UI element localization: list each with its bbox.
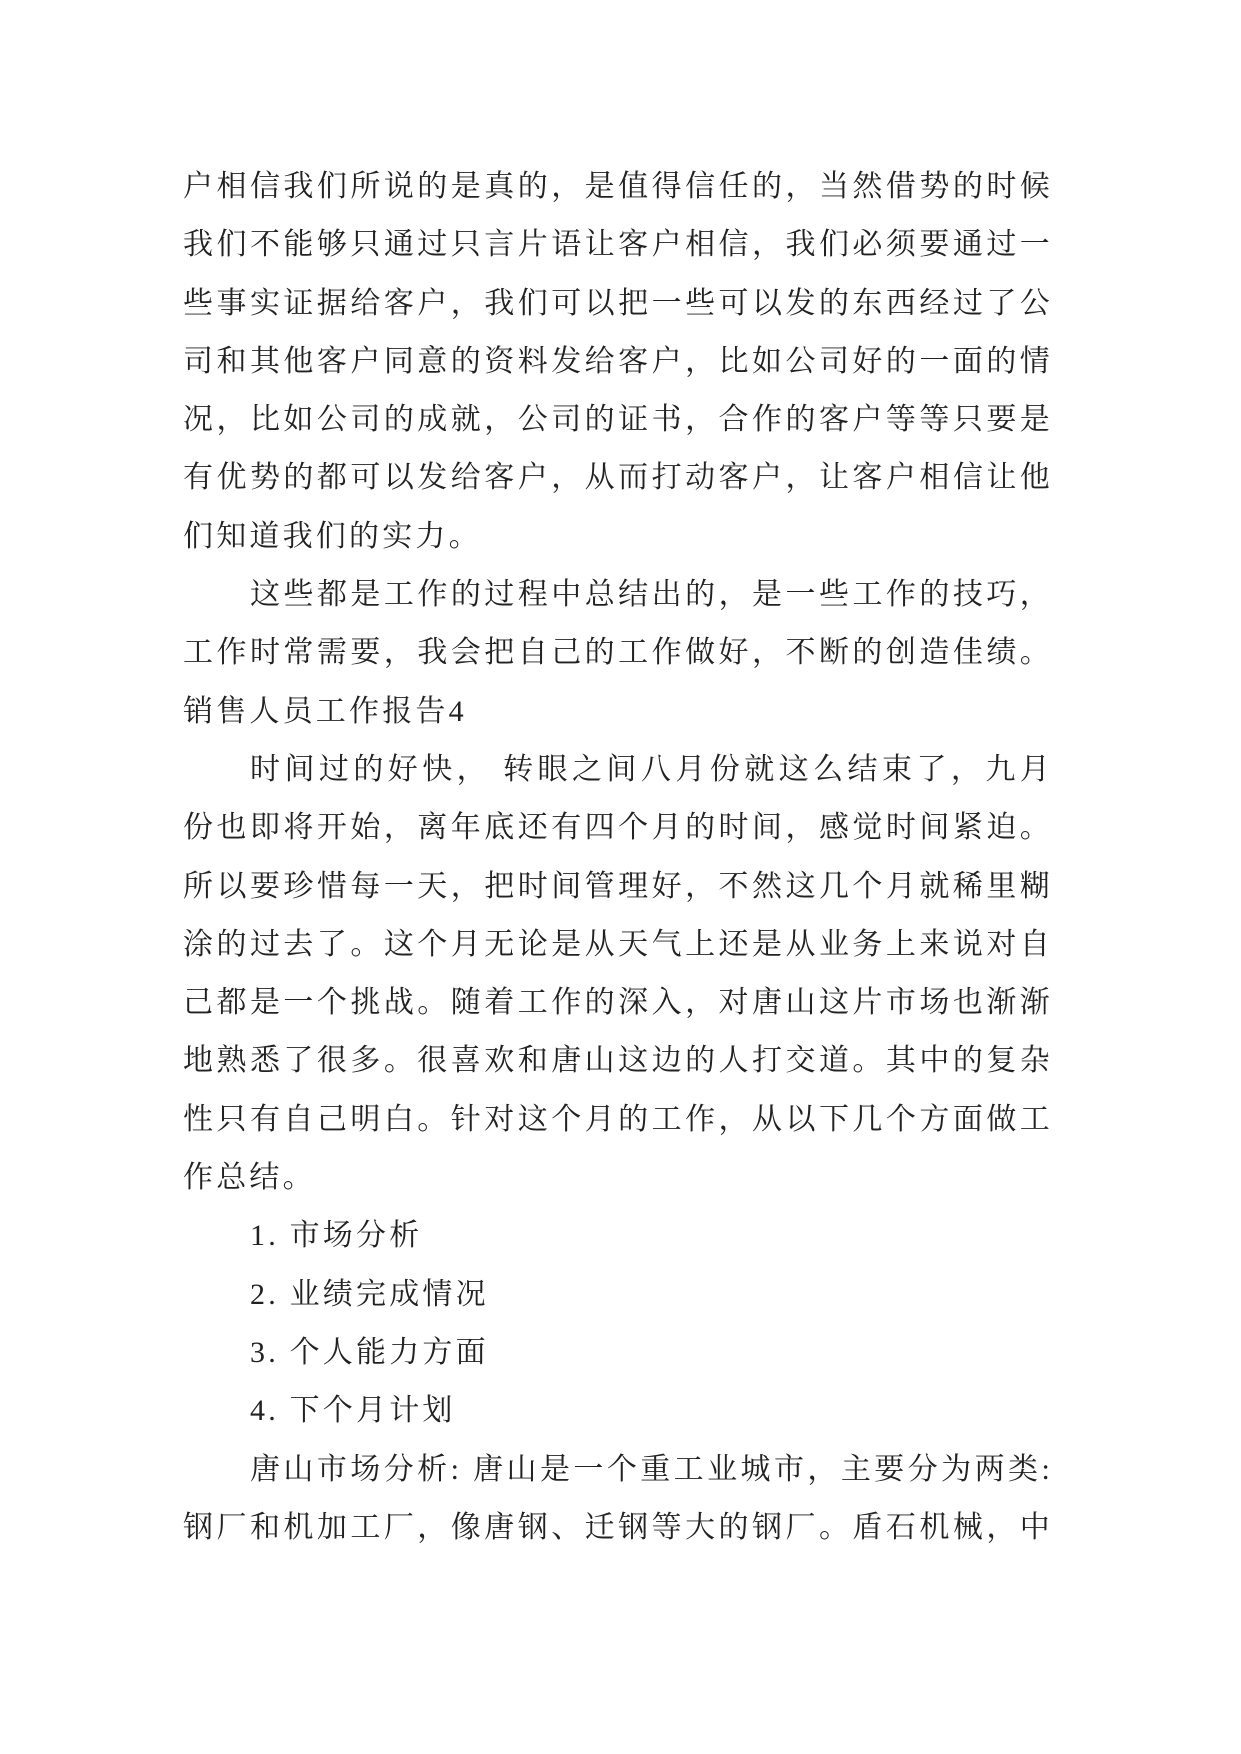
text-line: 况，比如公司的成就，公司的证书，合作的客户等等只要是 <box>183 403 1053 437</box>
text-line: 我们不能够只通过只言片语让客户相信，我们必须要通过一 <box>183 228 1053 262</box>
text-line: 性只有自己明白。针对这个月的工作，从以下几个方面做工 <box>183 1102 1053 1136</box>
list-item: 1. 市场分析 <box>250 1219 423 1253</box>
text-line: 这些都是工作的过程中总结出的，是一些工作的技巧， <box>250 578 1053 612</box>
text-line: 些事实证据给客户，我们可以把一些可以发的东西经过了公 <box>183 286 1053 320</box>
text-line: 己都是一个挑战。随着工作的深入，对唐山这片市场也渐渐 <box>183 986 1053 1020</box>
text-line: 工作时常需要，我会把自己的工作做好，不断的创造佳绩。 <box>183 636 1053 670</box>
text-line: 钢厂和机加工厂，像唐钢、迁钢等大的钢厂。盾石机械，中 <box>183 1510 1053 1544</box>
text-line: 司和其他客户同意的资料发给客户，比如公司好的一面的情 <box>183 344 1053 378</box>
list-item: 4. 下个月计划 <box>250 1394 456 1428</box>
text-line: 有优势的都可以发给客户，从而打动客户，让客户相信让他 <box>183 461 1053 495</box>
text-line: 份也即将开始，离年底还有四个月的时间，感觉时间紧迫。 <box>183 811 1053 845</box>
list-item: 3. 个人能力方面 <box>250 1335 489 1369</box>
text-line: 们知道我们的实力。 <box>183 519 482 553</box>
section-heading: 销售人员工作报告4 <box>183 694 467 728</box>
document-text-block <box>183 158 1053 1557</box>
list-item: 2. 业绩完成情况 <box>250 1277 489 1311</box>
text-line: 时间过的好快， 转眼之间八月份就这么结束了，九月 <box>250 752 1053 786</box>
text-line: 地熟悉了很多。很喜欢和唐山这边的人打交道。其中的复杂 <box>183 1044 1053 1078</box>
text-line: 户相信我们所说的是真的，是值得信任的，当然借势的时候 <box>183 170 1053 203</box>
text-line: 唐山市场分析: 唐山是一个重工业城市，主要分为两类: <box>250 1452 1053 1486</box>
text-line: 所以要珍惜每一天，把时间管理好，不然这几个月就稀里糊 <box>183 869 1053 903</box>
text-line: 作总结。 <box>183 1161 316 1195</box>
text-line: 涂的过去了。这个月无论是从天气上还是从业务上来说对自 <box>183 927 1053 961</box>
